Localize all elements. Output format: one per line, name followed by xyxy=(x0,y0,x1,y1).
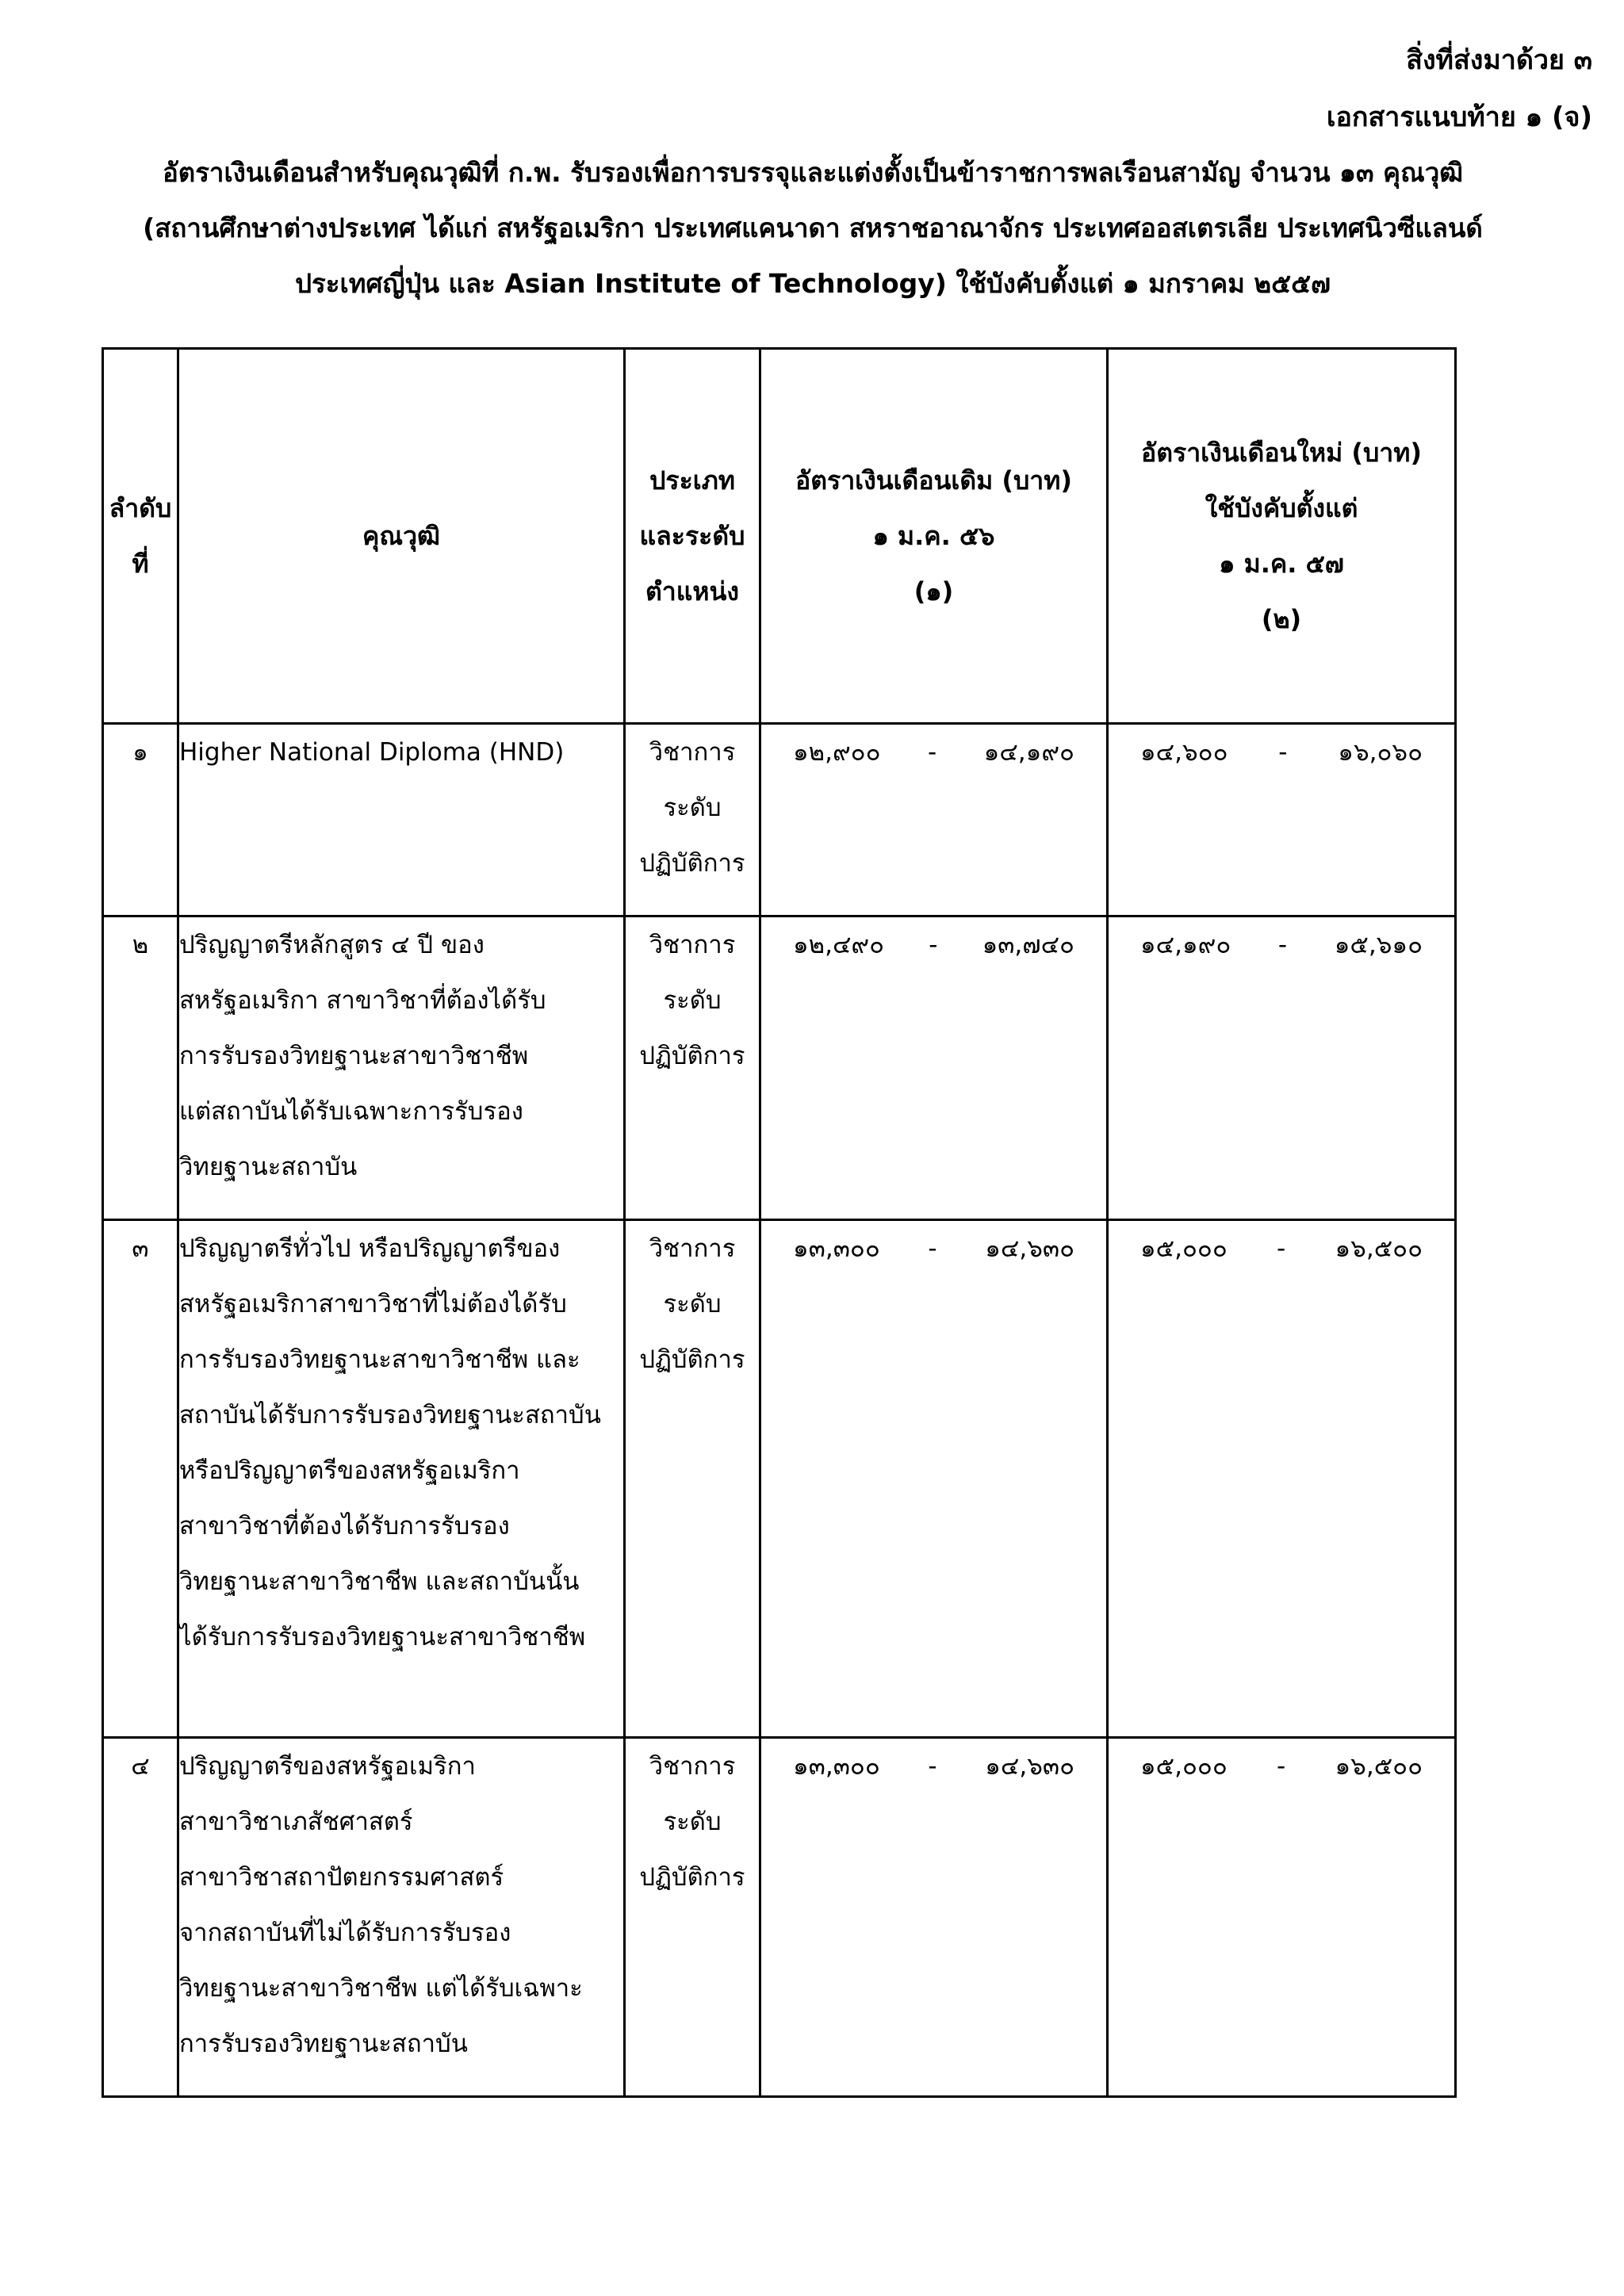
new-salary-max: ๑๖,๐๖๐ xyxy=(1338,738,1423,767)
new-salary-max: ๑๖,๕๐๐ xyxy=(1335,1234,1423,1263)
old-salary-range xyxy=(760,1738,1108,2097)
header-new-salary-rate: อัตราเงินเดือนใหม่ (บาท) ใช้บังคับตั้งแต่ ๑ ม.ค. ๕๗ (๒) xyxy=(1108,349,1456,724)
new-salary-range xyxy=(1108,724,1456,916)
new-salary-max: ๑๖,๕๐๐ xyxy=(1335,1752,1423,1781)
range-dash: - xyxy=(928,1234,937,1263)
header-qualification: คุณวุฒิ xyxy=(178,349,625,724)
qualification-cell: Higher National Diploma (HND) xyxy=(178,724,625,916)
old-salary-min: ๑๒,๔๙๐ xyxy=(793,931,885,959)
new-salary-max: ๑๕,๖๑๐ xyxy=(1334,931,1423,959)
new-salary-range xyxy=(1108,1738,1456,2097)
table-row xyxy=(103,724,1456,916)
old-salary-min: ๑๒,๙๐๐ xyxy=(793,738,881,767)
new-salary-range xyxy=(1108,1220,1456,1738)
header-old-salary-rate: อัตราเงินเดือนเดิม (บาท) ๑ ม.ค. ๕๖ (๑) xyxy=(760,349,1108,724)
position-type-cell: วิชาการ ระดับ ปฏิบัติการ xyxy=(625,1738,760,2097)
table-row xyxy=(103,1738,1456,2097)
range-dash: - xyxy=(1278,738,1288,767)
salary-rate-table xyxy=(102,347,1457,2098)
old-salary-max: ๑๔,๖๓๐ xyxy=(985,1752,1074,1781)
qualification-cell: ปริญญาตรีทั่วไป หรือปริญญาตรีของ สหรัฐอเมริกาสาขาวิชาที่ไม่ต้องได้รับ การรับรองวิทยฐานะสาขาวิชาชีพ และ สถาบันได้รับการรับรองวิทยฐานะสถาบัน หรือปริญญาตรีของสหรัฐอเมริกา สาขาวิชาที่ต้องได้รับการรับรอง วิทยฐานะสาขาวิชาชีพ และสถาบันนั้น ได้รับการรับรองวิทยฐานะสาขาวิชาชีพ xyxy=(178,1220,625,1738)
range-dash: - xyxy=(1277,1752,1286,1781)
old-salary-max: ๑๔,๑๙๐ xyxy=(983,738,1074,767)
range-dash: - xyxy=(1277,1234,1286,1263)
range-dash: - xyxy=(928,1752,937,1781)
position-type-cell: วิชาการ ระดับ ปฏิบัติการ xyxy=(625,724,760,916)
old-salary-range xyxy=(760,1220,1108,1738)
table-row xyxy=(103,916,1456,1220)
new-salary-min: ๑๔,๖๐๐ xyxy=(1140,738,1228,767)
table-row xyxy=(103,1220,1456,1738)
attachment-reference: สิ่งที่ส่งมาด้วย ๓ xyxy=(1406,44,1592,76)
old-salary-range xyxy=(760,724,1108,916)
new-salary-min: ๑๔,๑๙๐ xyxy=(1140,931,1231,959)
old-salary-max: ๑๓,๗๔๐ xyxy=(982,931,1074,959)
qualification-cell: ปริญญาตรีของสหรัฐอเมริกา สาขาวิชาเภสัชศาสตร์ สาขาวิชาสถาปัตยกรรมศาสตร์ จากสถาบันที่ไม่ได้รับการรับรอง วิทยฐานะสาขาวิชาชีพ แต่ได้รับเฉพาะ การรับรองวิทยฐานะสถาบัน xyxy=(178,1738,625,2097)
row-number: ๑ xyxy=(103,724,178,916)
header-sequence-number: ลำดับ ที่ xyxy=(103,349,178,724)
new-salary-min: ๑๕,๐๐๐ xyxy=(1140,1234,1228,1263)
row-number: ๒ xyxy=(103,916,178,1220)
old-salary-min: ๑๓,๓๐๐ xyxy=(793,1234,880,1263)
document-title-line-3: ประเทศญี่ปุ่น และ Asian Institute of Technology) ใช้บังคับตั้งแต่ ๑ มกราคม ๒๕๕๗ xyxy=(295,268,1331,299)
row-number: ๓ xyxy=(103,1220,178,1738)
range-dash: - xyxy=(929,931,938,959)
qualification-cell: ปริญญาตรีหลักสูตร ๔ ปี ของ สหรัฐอเมริกา สาขาวิชาที่ต้องได้รับ การรับรองวิทยฐานะสาขาวิชาชีพ แต่สถาบันได้รับเฉพาะการรับรอง วิทยฐานะสถาบัน xyxy=(178,916,625,1220)
old-salary-min: ๑๓,๓๐๐ xyxy=(793,1752,880,1781)
document-title-line-2: (สถานศึกษาต่างประเทศ ได้แก่ สหรัฐอเมริกา ประเทศแคนาดา สหราชอาณาจักร ประเทศออสเตรเลีย ประเทศนิวซีแลนด์ xyxy=(143,212,1483,243)
position-type-cell: วิชาการ ระดับ ปฏิบัติการ xyxy=(625,916,760,1220)
appendix-reference: เอกสารแนบท้าย ๑ (จ) xyxy=(1326,101,1592,133)
old-salary-range xyxy=(760,916,1108,1220)
range-dash: - xyxy=(1277,931,1288,959)
row-number: ๔ xyxy=(103,1738,178,2097)
new-salary-min: ๑๕,๐๐๐ xyxy=(1140,1752,1228,1781)
header-position-type: ประเภท และระดับ ตำแหน่ง xyxy=(625,349,760,724)
range-dash: - xyxy=(928,738,937,767)
table-header-row xyxy=(103,349,1456,724)
position-type-cell: วิชาการ ระดับ ปฏิบัติการ xyxy=(625,1220,760,1738)
new-salary-range xyxy=(1108,916,1456,1220)
document-title-line-1: อัตราเงินเดือนสำหรับคุณวุฒิที่ ก.พ. รับรองเพื่อการบรรจุและแต่งตั้งเป็นข้าราชการพลเรือนสามัญ จำนวน ๑๓ คุณวุฒิ xyxy=(162,157,1464,188)
old-salary-max: ๑๔,๖๓๐ xyxy=(985,1234,1074,1263)
